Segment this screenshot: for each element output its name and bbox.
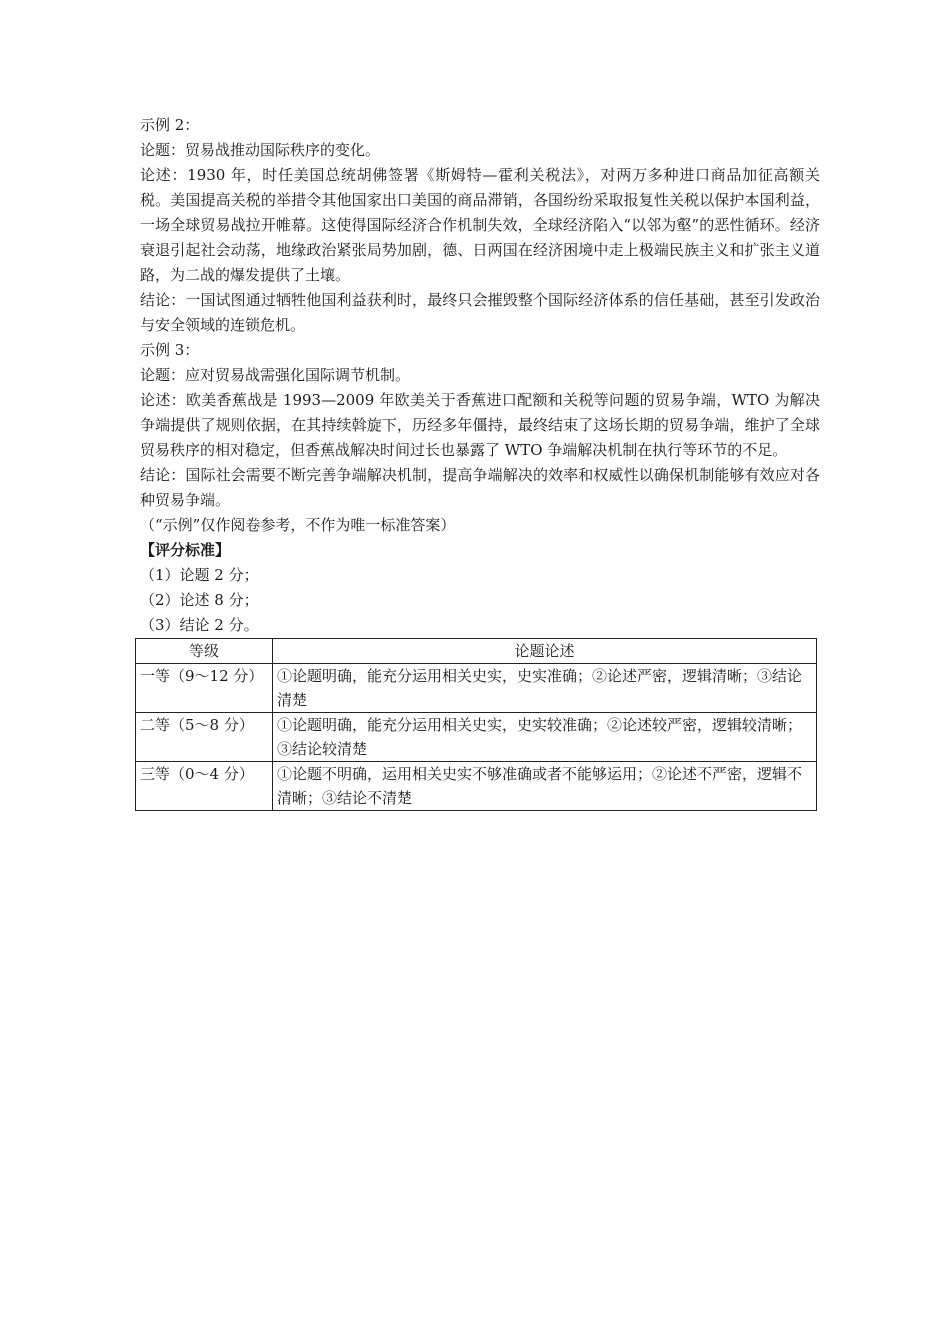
example3-conclusion: 结论：国际社会需要不断完善争端解决机制，提高争端解决的效率和权威性以确保机制能够有效应对各种贸易争端。 [140, 466, 820, 509]
example-note: （“示例”仅作阅卷参考，不作为唯一标准答案） [140, 516, 456, 534]
scoring-title: 【评分标准】 [140, 541, 231, 559]
row-level: 三等（0～4 分） [136, 762, 273, 811]
scoring-item-2: （2）论述 8 分； [140, 591, 259, 609]
row-level: 二等（5～8 分） [136, 713, 273, 762]
row-description: ①论题明确，能充分运用相关史实，史实准确；②论述严密，逻辑清晰；③结论清楚 [273, 664, 817, 713]
example3-heading: 示例 3： [140, 341, 200, 359]
row-level: 一等（9～12 分） [136, 664, 273, 713]
document-page [140, 113, 820, 811]
example2-conclusion: 结论：一国试图通过牺牲他国利益获利时，最终只会摧毁整个国际经济体系的信任基础，甚至引发政治与安全领域的连锁危机。 [140, 291, 820, 334]
table-header-row [136, 639, 817, 664]
table-row [136, 713, 817, 762]
example2-thesis: 论题：贸易战推动国际秩序的变化。 [140, 141, 381, 159]
grading-table [135, 638, 817, 811]
scoring-item-3: （3）结论 2 分。 [140, 616, 259, 634]
scoring-item-1: （1）论题 2 分； [140, 566, 259, 584]
example2-argument: 论述：1930 年，时任美国总统胡佛签署《斯姆特—霍利关税法》，对两万多种进口商品加征高额关税。美国提高关税的举措令其他国家出口美国的商品滞销，各国纷纷采取报复性关税以保护本国利益，一场全球贸易战拉开帷幕。这使得国际经济合作机制失效，全球经济陷入“以邻为壑”的恶性循环。经济衰退引起社会动荡，地缘政治紧张局势加剧，德、日两国在经济困境中走上极端民族主义和扩张主义道路，为二战的爆发提供了土壤。 [140, 166, 820, 284]
table-row [136, 664, 817, 713]
example3-thesis: 论题：应对贸易战需强化国际调节机制。 [140, 366, 411, 384]
row-description: ①论题明确，能充分运用相关史实，史实较准确；②论述较严密，逻辑较清晰；③结论较清楚 [273, 713, 817, 762]
header-level: 等级 [136, 639, 273, 664]
example3-argument: 论述：欧美香蕉战是 1993—2009 年欧美关于香蕉进口配额和关税等问题的贸易争端，WTO 为解决争端提供了规则依据，在其持续斡旋下，历经多年僵持，最终结束了这场长期的贸易争端，维护了全球贸易秩序的相对稳定，但香蕉战解决时间过长也暴露了 WTO 争端解决机制在执行等环节的不足。 [140, 391, 820, 459]
row-description: ①论题不明确，运用相关史实不够准确或者不能够运用；②论述不严密，逻辑不清晰；③结论不清楚 [273, 762, 817, 811]
table-row [136, 762, 817, 811]
header-description: 论题论述 [273, 639, 817, 664]
example2-heading: 示例 2： [140, 116, 200, 134]
